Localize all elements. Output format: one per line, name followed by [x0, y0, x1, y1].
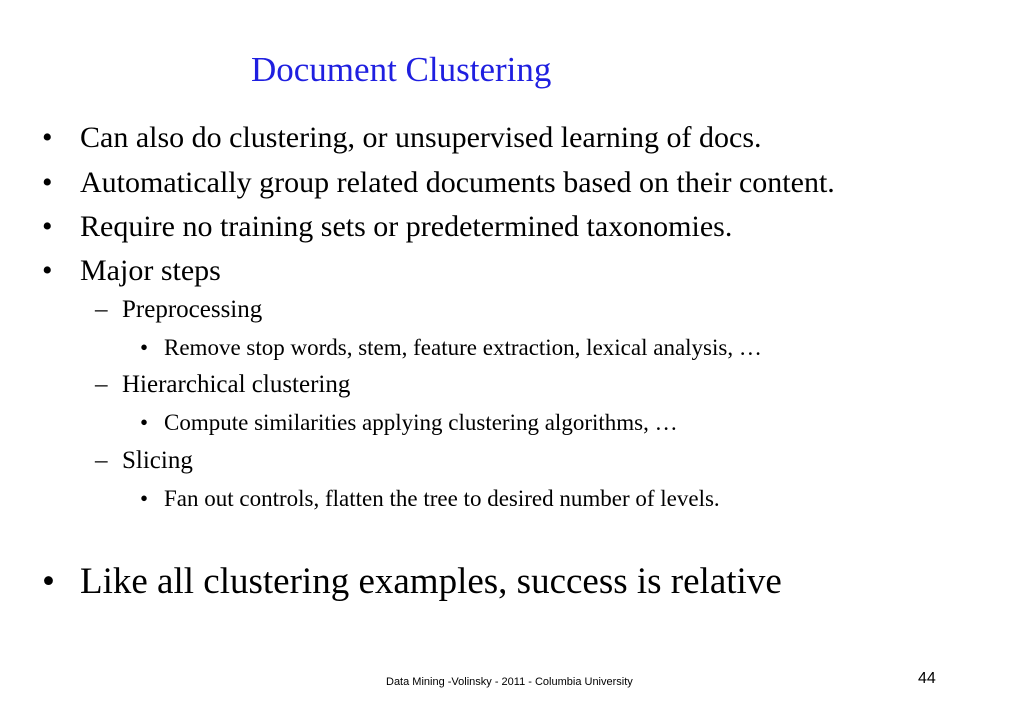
slide-title: Document Clustering	[251, 50, 552, 89]
bullet-item	[42, 256, 221, 286]
step-item	[95, 448, 193, 473]
closing-text: Like all clustering examples, success is relative	[80, 561, 782, 602]
dash-icon: –	[95, 371, 108, 398]
bullet-icon: •	[42, 210, 53, 243]
step-detail	[140, 411, 678, 434]
step-item	[95, 297, 262, 322]
dash-icon: –	[95, 447, 108, 474]
bullet-item	[42, 168, 835, 198]
bullet-icon: •	[42, 561, 55, 602]
bullet-icon: •	[140, 410, 149, 435]
bullet-text: Automatically group related documents based on their content.	[80, 166, 835, 199]
bullet-item	[42, 212, 732, 242]
bullet-text: Major steps	[80, 254, 221, 287]
closing-bullet	[42, 563, 782, 600]
step-label: Hierarchical clustering	[122, 371, 351, 398]
bullet-icon: •	[42, 121, 53, 154]
step-label: Slicing	[122, 447, 193, 474]
bullet-text: Require no training sets or predetermined taxonomies.	[80, 210, 733, 243]
step-item	[95, 372, 350, 397]
step-label: Preprocessing	[122, 296, 263, 323]
step-detail	[140, 336, 762, 359]
bullet-icon: •	[42, 166, 53, 199]
bullet-icon: •	[140, 335, 149, 360]
bullet-item	[42, 123, 762, 153]
page-number: 44	[918, 670, 936, 687]
dash-icon: –	[95, 296, 108, 323]
step-detail-text: Remove stop words, stem, feature extraction, lexical analysis, …	[164, 335, 762, 360]
footer-text: Data Mining -Volinsky - 2011 - Columbia University	[386, 676, 633, 688]
bullet-icon: •	[140, 486, 149, 511]
bullet-text: Can also do clustering, or unsupervised learning of docs.	[80, 121, 762, 154]
step-detail-text: Compute similarities applying clustering algorithms, …	[164, 410, 678, 435]
step-detail-text: Fan out controls, flatten the tree to desired number of levels.	[164, 486, 720, 511]
step-detail	[140, 487, 720, 510]
bullet-icon: •	[42, 254, 53, 287]
